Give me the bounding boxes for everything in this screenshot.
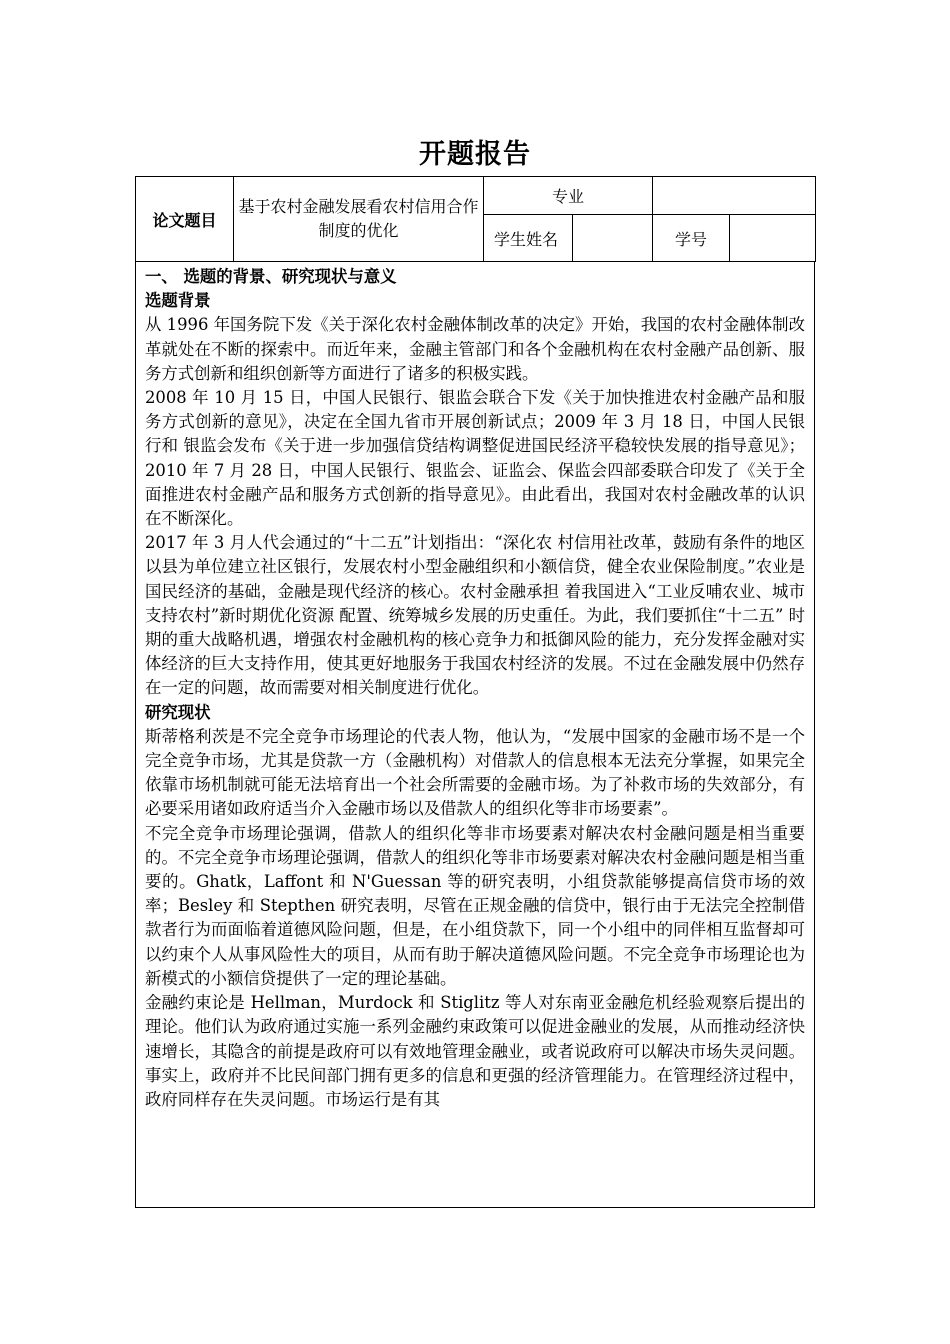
major-value [653, 177, 816, 215]
student-id-value [730, 215, 816, 262]
background-paragraph: 从 1996 年国务院下发《关于深化农村金融体制改革的决定》开始，我国的农村金融体制改革就处在不断的探索中。而近年来，金融主管部门和各个金融机构在农村金融产品创新、服务方式创新和组织创新等方面进行了诸多的积极实践。 [145, 315, 805, 383]
background-paragraph: 2008 年 10 月 15 日，中国人民银行、银监会联合下发《关于加快推进农村金融产品和服务方式创新的意见》，决定在全国九省市开展创新试点；2009 年 3 月 18 日，中国人民银行和 银监会发布《关于进一步加强信贷结构调整促进国民经济平稳较快发展的指导意见》；2010 年 7 月 28 日，中国人民银行、银监会、证监会、保监会四部委联合印发了《关于全面推进农村金融产品和服务方式创新的指导意见》。由此看出，我国对农村金融改革的认识在不断深化。 [145, 388, 805, 529]
student-name-value [573, 215, 653, 262]
major-label: 专业 [484, 177, 653, 215]
topic-value: 基于农村金融发展看农村信用合作制度的优化 [234, 177, 484, 262]
student-id-label: 学号 [653, 215, 730, 262]
report-body [135, 261, 815, 1208]
background-heading: 选题背景 [145, 291, 211, 311]
page-title: 开题报告 [419, 139, 531, 170]
student-name-label: 学生姓名 [484, 215, 573, 262]
status-paragraph: 金融约束论是 Hellman，Murdock 和 Stiglitz 等人对东南亚金融危机经验观察后提出的理论。他们认为政府通过实施一系列金融约束政策可以促进金融业的发展，从而推动经济快速增长，其隐含的前提是政府可以有效地管理金融业，或者说政府可以解决市场失灵问题。事实上，政府并不比民间部门拥有更多的信息和更强的经济管理能力。在管理经济过程中，政府同样存在失灵问题。市场运行是有其 [145, 993, 805, 1109]
topic-label: 论文题目 [136, 177, 234, 262]
section-heading: 一、 选题的背景、研究现状与意义 [145, 267, 397, 286]
background-paragraph: 2017 年 3 月人代会通过的“十二五”计划指出：“深化农 村信用社改革，鼓励有条件的地区以县为单位建立社区银行，发展农村小型金融组织和小额信贷，健全农业保险制度。”农业是国民经济的基础，金融是现代经济的核心。农村金融承担 着我国进入“工业反哺农业、城市支持农村”新时期优化资源 配置、统筹城乡发展的历史重任。为此，我们要抓住“十二五” 时期的重大战略机遇，增强农村金融机构的核心竞争力和抵御风险的能力，充分发挥金融对实体经济的巨大支持作用，使其更好地服务于我国农村经济的发展。不过在金融发展中仍然存在一定的问题，故而需要对相关制度进行优化。 [145, 533, 805, 698]
info-table [135, 176, 816, 262]
status-paragraph: 斯蒂格利茨是不完全竞争市场理论的代表人物，他认为，“发展中国家的金融市场不是一个完全竞争市场，尤其是贷款一方（金融机构）对借款人的信息根本无法充分掌握，如果完全依靠市场机制就可能无法培育出一个社会所需要的金融市场。为了补救市场的失效部分，有必要采用诸如政府适当介入金融市场以及借款人的组织化等非市场要素”。 [145, 726, 805, 819]
status-heading: 研究现状 [145, 702, 211, 722]
status-paragraph: 不完全竞争市场理论强调，借款人的组织化等非市场要素对解决农村金融问题是相当重要的。不完全竞争市场理论强调，借款人的组织化等非市场要素对解决农村金融问题是相当重要的。Ghatk，Laffont 和 N'Guessan 等的研究表明，小组贷款能够提高信贷市场的效率；Besley 和 Stepthen 研究表明，尽管在正规金融的信贷中，银行由于无法完全控制借款者行为而面临着道德风险问题，但是，在小组贷款下，同一个小组中的同伴相互监督却可以约束个人从事风险性大的项目，从而有助于解决道德风险问题。不完全竞争市场理论也为新模式的小额信贷提供了一定的理论基础。 [145, 823, 805, 988]
